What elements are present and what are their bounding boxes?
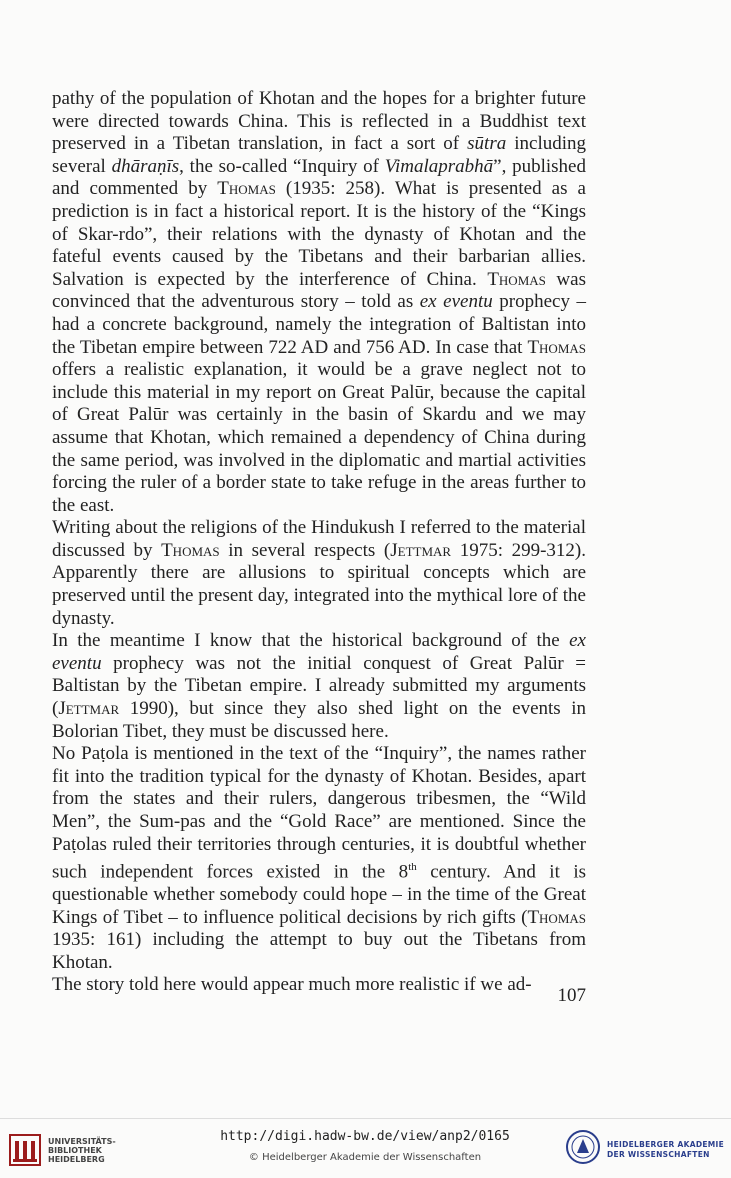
italic-term: dhāraṇīs <box>111 155 180 177</box>
author-citation: Thomas <box>217 178 276 200</box>
page-number: 107 <box>557 985 586 1006</box>
paragraph <box>52 974 586 997</box>
author-citation: Jettmar <box>390 539 452 561</box>
text-run: 1990), but since they also shed light on the events in Bolorian Tibet, they must be discussed here. <box>52 698 586 742</box>
permalink-url[interactable]: http://digi.hadw-bw.de/view/anp2/0165 <box>220 1129 510 1144</box>
italic-term: ex eventu <box>52 630 586 674</box>
text-run: century. And it is questionable whether somebody could hope – in the time of the Great Kings of Tibet – to influence political decisions by rich gifts ( <box>52 861 586 928</box>
italic-term: ex eventu <box>419 291 493 313</box>
italic-term: Vimalaprabhā <box>384 155 494 177</box>
italic-term: sūtra <box>467 133 507 155</box>
academy-logo-label: HEIDELBERGER AKADEMIE DER WISSENSCHAFTEN <box>607 1140 725 1159</box>
text-run: in several respects ( <box>219 539 391 561</box>
footer <box>0 1118 731 1178</box>
author-citation: Thomas <box>527 336 586 358</box>
text-run: The story told here would appear much more realistic if we ad- <box>52 974 532 996</box>
paragraph <box>52 517 586 630</box>
paragraph <box>52 630 586 743</box>
author-citation: Jettmar <box>58 698 120 720</box>
copyright-notice: © Heidelberger Akademie der Wissenschaften <box>248 1152 482 1163</box>
university-library-logo[interactable] <box>8 1131 148 1171</box>
text-run: Writing about the religions of the Hindukush I referred to the material discussed by <box>52 517 586 561</box>
author-citation: Thomas <box>487 268 546 290</box>
text-run: prophecy – had a concrete background, namely the integration of Baltistan into the Tibetan empire between 722 AD and 756 AD. In case that <box>52 291 586 358</box>
text-run: , the so-called “Inquiry of <box>179 155 385 177</box>
text-run: No Paṭola is mentioned in the text of the “Inquiry”, the names rather fit into the tradition typical for the dynasty of Khotan. Besides, apart from the states and their rulers, dangerous tribesmen, the “Wild Men”, the Sum-pas and the “Gold Race” are mentioned. Since the Paṭolas ruled their territories through centuries, it is doubtful whether such independent forces existed in the 8 <box>52 743 586 883</box>
text-run: pathy of the population of Khotan and the hopes for a brighter future were directed towards China. This is reflected in a Buddhist text preserved in a Tibetan translation, in fact a sort of <box>52 88 586 155</box>
text-run: was convinced that the adventurous story – told as <box>52 268 586 313</box>
text-run: 1935: 161) including the attempt to buy out the Tibetans from Khotan. <box>52 929 586 973</box>
library-logo-label: UNIVERSITÄTS- BIBLIOTHEK HEIDELBERG <box>48 1137 116 1164</box>
text-run: prophecy was not the initial conquest of Great Palūr = Baltistan by the Tibetan empire. I already submitted my arguments ( <box>52 652 586 720</box>
library-logo-icon <box>8 1133 42 1167</box>
text-run: ”, published and commented by <box>52 155 586 200</box>
paragraph <box>52 88 586 517</box>
text-run: offers a realistic explanation, it would be a grave neglect not to include this material in my report on Great Palūr, because the capital of Great Palūr was certainly in the basin of Skardu and we may assume that Khotan, which remained a dependency of China during the same period, was involved in the diplomatic and martial activities forcing the ruler of a border state to take refuge in the areas further to the east. <box>52 359 586 516</box>
text-run: In the meantime I know that the historical background of the <box>52 630 570 652</box>
ordinal-suffix: th <box>408 861 417 874</box>
text-run: (1935: 258). What is presented as a prediction is in fact a historical report. It is the history of the “Kings of Skar-rdo”, their relations with the dynasty of Khotan and the fateful events caused by the Tibetans and their barbarian allies. Salvation is expected by the interference of China. <box>52 178 586 290</box>
text-run: 1975: 299-312). Apparently there are allusions to spiritual concepts which are preserved until the present day, integrated into the mythical lore of the dynasty. <box>52 539 587 629</box>
academy-seal-icon <box>565 1129 601 1165</box>
academy-logo[interactable] <box>565 1129 725 1169</box>
author-citation: Thomas <box>527 906 586 928</box>
author-citation: Thomas <box>161 539 220 561</box>
paragraph <box>52 743 586 974</box>
text-run: including several <box>52 133 586 177</box>
body-text <box>52 88 586 997</box>
